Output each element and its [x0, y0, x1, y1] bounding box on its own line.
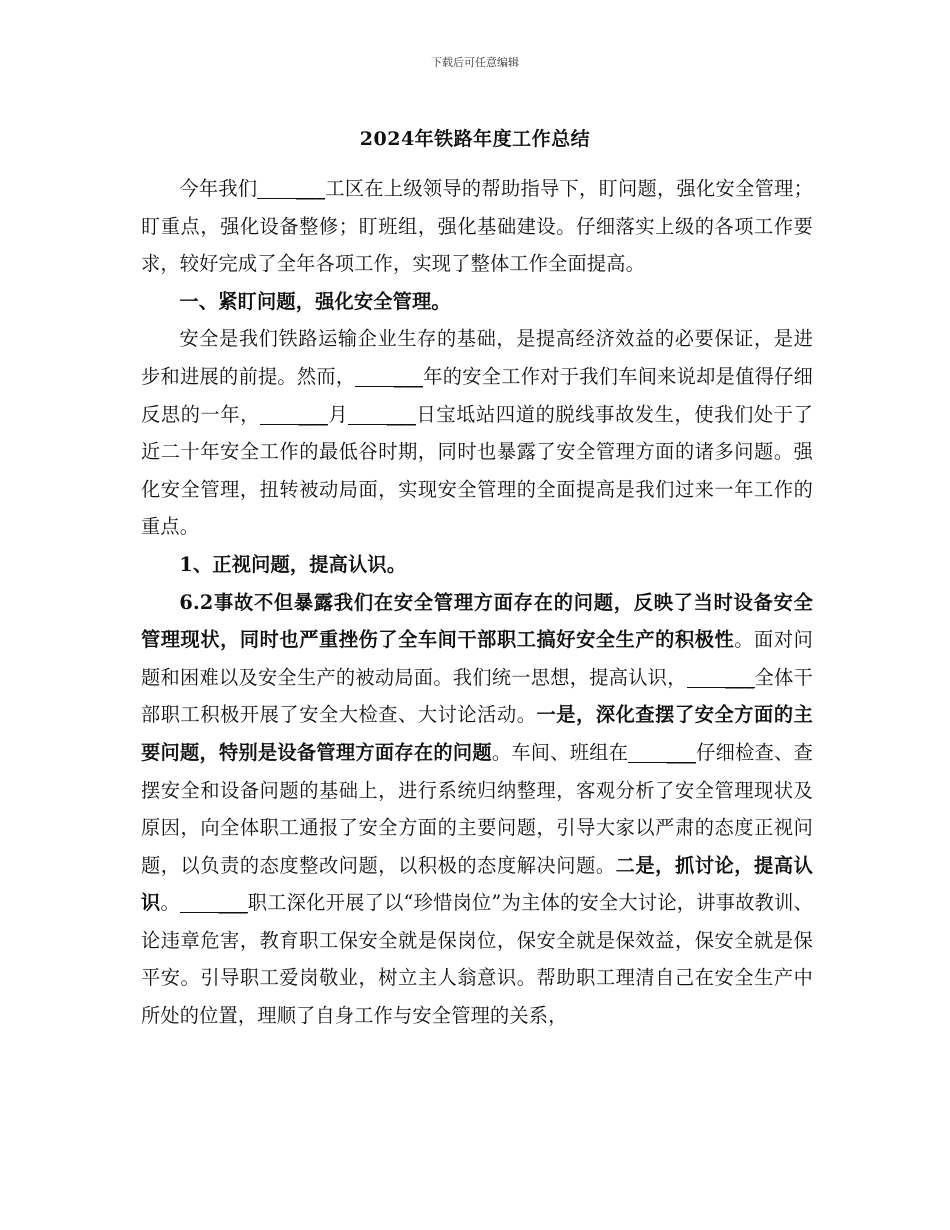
text-run: 月 — [327, 402, 349, 426]
fill-blank: ___ — [628, 743, 696, 763]
fill-blank: ___ — [687, 668, 755, 688]
paragraph-safety — [141, 320, 813, 546]
bold-text-run: 6.2事故不但暴露我们在安全管理方面存在的问题，反映了当时设备安全管理现状，同时也严重挫伤了全车间干部职工搞好安全生产的积极性 — [141, 590, 813, 652]
text-run: 。 — [160, 891, 180, 915]
paragraph-accident — [141, 584, 813, 1035]
text-run: 工区在上级领导的帮助指导下，盯问题，强化安全管理；盯重点，强化设备整修；盯班组，强化基础建设。仔细落实上级的各项工作要求，较好完成了全年各项工作，实现了整体工作全面提高。 — [141, 177, 813, 276]
fill-blank: ___ — [355, 367, 423, 387]
document-title: 2024年铁路年度工作总结 — [359, 128, 591, 150]
text-run: 日宝坻站四道的脱线事故发生，使我们处于了近二十年安全工作的最低谷时期，同时也暴露了安全管理方面的诸多问题。强化安全管理，扭转被动局面，实现安全管理的全面提高是我们过来一年工作的重点。 — [141, 402, 814, 539]
text-run: 仔细检查、查摆安全和设备问题的基础上，进行系统归纳整理，客观分析了安全管理现状及原因，向全体职工通报了安全方面的主要问题，引导大家以严肃的态度正视问题，以负责的态度整改问题，以积极的态度解决问题。 — [141, 740, 813, 877]
bold-text-run: 一是，深化查摆了安全方面的主要问题，特别是设备管理方面存在的问题 — [141, 703, 813, 764]
text-run: 。车间、班组在 — [491, 740, 629, 764]
document-body — [141, 170, 813, 1035]
section-heading-1: 一、紧盯问题，强化安全管理。 — [179, 289, 451, 313]
text-run: 安全是我们铁路运输企业生存的基础，是提高经济效益的必要保证，是进步和进展的前提。然而， — [141, 327, 813, 388]
fill-blank: ___ — [348, 405, 416, 425]
text-run: 全体干部职工积极开展了安全大检查、大讨论活动。 — [141, 665, 813, 727]
fill-blank: ___ — [260, 405, 328, 425]
text-run: 职工深化开展了以“珍惜岗位”为主体的安全大讨论，讲事故教训、论违章危害，教育职工保安全就是保岗位，保安全就是保效益，保安全就是保平安。引导职工爱岗敬业，树立主人翁意识。帮助职工理清自己在安全生产中所处的位置，理顺了自身工作与安全管理的关系， — [141, 891, 813, 1028]
header-note: 下载后可任意编辑 — [431, 56, 519, 69]
text-run: 。面对问题和困难以及安全生产的被动局面。我们统一思想，提高认识， — [141, 628, 813, 689]
subsection-heading-1: 1、正视问题，提高认识。 — [179, 552, 407, 576]
text-run: 今年我们 — [179, 177, 258, 200]
text-run: 年的安全工作对于我们车间来说却是值得仔细反思的一年， — [141, 364, 814, 426]
bold-text-run: 二是，抓讨论，提高认识 — [141, 853, 813, 915]
fill-blank: ___ — [257, 179, 325, 199]
fill-blank: ___ — [180, 893, 248, 913]
paragraph-intro — [141, 170, 813, 283]
